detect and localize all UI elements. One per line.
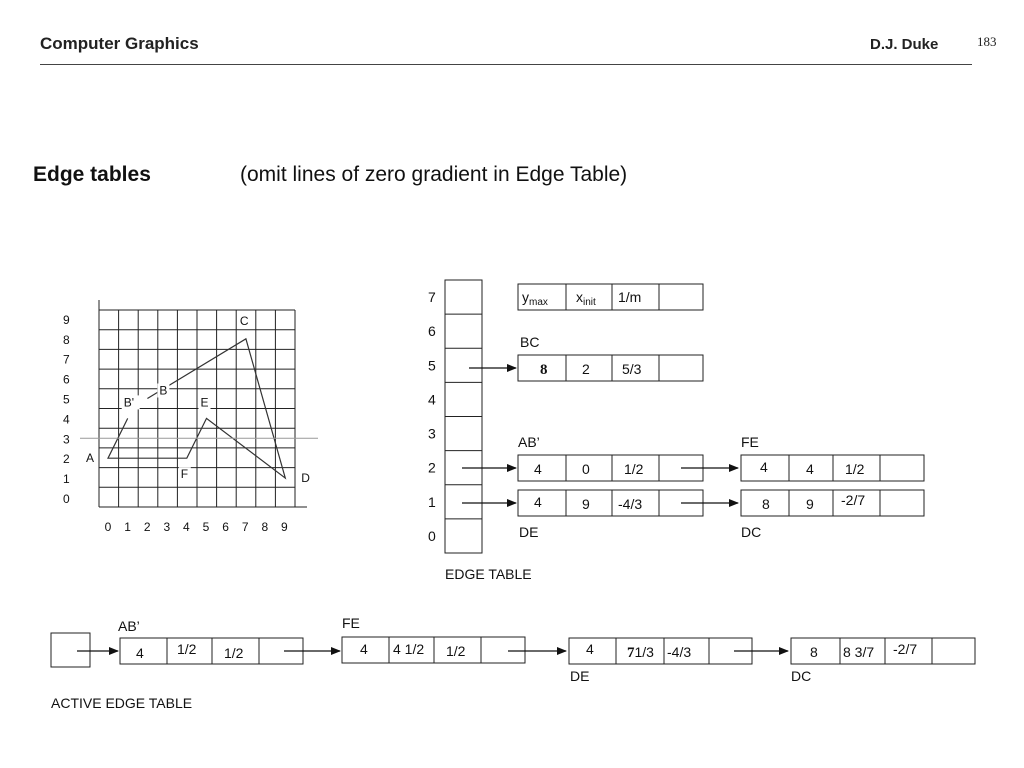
vertex-label: A: [86, 451, 95, 466]
svg-text:ymax: [522, 289, 548, 308]
aet-x-whole: 7: [627, 645, 635, 661]
aet-slope: 1/2: [446, 643, 466, 659]
entry-ymax: 4: [534, 494, 542, 510]
x-tick-label: 5: [202, 520, 210, 534]
aet-label: DE: [570, 668, 590, 684]
bucket-index: 6: [428, 323, 436, 340]
x-tick-label: 2: [143, 520, 151, 534]
bucket-index: 4: [428, 391, 436, 408]
aet-x: 1/2: [177, 641, 197, 657]
vertex-label: D: [301, 471, 310, 486]
aet-ymax: 4: [136, 645, 144, 661]
edge-table-buckets: [428, 280, 482, 553]
edge-entry-fe: [741, 434, 924, 481]
y-tick-label: 1: [63, 472, 70, 487]
slide-subtitle: (omit lines of zero gradient in Edge Table): [240, 163, 628, 186]
entry-slope: -2/7: [841, 492, 866, 508]
svg-text:71/3: [627, 644, 654, 661]
aet-slope: 1/2: [224, 645, 244, 661]
header-course-title: Computer Graphics: [40, 34, 199, 53]
entry-slope: 1/2: [845, 461, 865, 477]
aet-ymax: 4: [360, 641, 368, 657]
entry-xinit: 4: [806, 461, 814, 477]
bucket-index: 7: [428, 289, 436, 306]
entry-label: DC: [741, 524, 762, 540]
vertex-label: C: [239, 313, 249, 328]
aet-caption: ACTIVE EDGE TABLE: [51, 695, 193, 711]
vertex-label: F: [180, 467, 189, 482]
aet-entry-fe: [342, 615, 566, 663]
svg-text:xinit: [576, 289, 596, 308]
aet-slope: -4/3: [667, 644, 692, 660]
entry-xinit: 9: [582, 496, 590, 512]
y-tick-label: 8: [63, 332, 70, 347]
aet-label: DC: [791, 668, 812, 684]
x-tick-label: 0: [104, 520, 112, 534]
x-tick-label: 3: [163, 520, 171, 534]
active-edge-table: [51, 615, 975, 684]
edge-table-caption: EDGE TABLE: [445, 566, 532, 582]
entry-ymax: 8: [762, 496, 770, 512]
y-tick-label: 7: [63, 352, 70, 367]
entry-xinit: 0: [582, 461, 590, 477]
legend-y: y: [522, 289, 529, 305]
bucket-index: 3: [428, 425, 436, 442]
x-tick-label: 8: [261, 520, 269, 534]
edge-table-legend: [518, 284, 703, 310]
bucket-index: 2: [428, 459, 436, 476]
x-tick-label: 1: [124, 520, 131, 534]
aet-label: AB’: [118, 618, 140, 634]
edge-entry-dc: [741, 490, 924, 540]
aet-head: [51, 633, 90, 667]
edge-entry-bc: [469, 334, 703, 381]
entry-label: BC: [520, 334, 540, 350]
entry-ymax: 8: [540, 362, 548, 378]
entry-slope: -4/3: [618, 496, 643, 512]
entry-label: AB’: [518, 434, 540, 450]
edge-entry-ab: [462, 434, 738, 481]
legend-init: init: [583, 297, 596, 308]
entry-xinit: 2: [582, 361, 590, 377]
aet-entry-dc: [791, 638, 975, 684]
x-tick-label: 6: [222, 520, 229, 534]
vertex-label: E: [200, 395, 209, 410]
y-tick-label: 5: [63, 392, 70, 407]
entry-label: DE: [519, 524, 539, 540]
x-tick-label: 4: [183, 520, 190, 534]
entry-xinit: 9: [806, 496, 814, 512]
aet-x-frac: 1/3: [634, 644, 654, 660]
entry-ymax: 4: [534, 461, 542, 477]
entry-ymax: 4: [760, 459, 768, 475]
entry-slope: 1/2: [624, 461, 644, 477]
aet-ymax: 4: [586, 641, 594, 657]
y-tick-label: 6: [63, 372, 70, 387]
bucket-index: 0: [428, 527, 436, 544]
vertex-label: B: [159, 383, 168, 398]
aet-label: FE: [342, 615, 360, 631]
x-tick-label: 9: [281, 520, 288, 534]
x-tick-label: 7: [241, 520, 249, 534]
legend-x: x: [576, 289, 583, 305]
aet-entry-de: [569, 638, 788, 684]
legend-max: max: [529, 297, 548, 308]
entry-label: FE: [741, 434, 759, 450]
aet-x: 4 1/2: [393, 641, 425, 657]
y-tick-label: 3: [63, 432, 70, 447]
y-tick-label: 9: [63, 312, 70, 327]
y-tick-label: 4: [63, 412, 70, 427]
header-author: D.J. Duke: [870, 36, 939, 53]
aet-ymax: 8: [810, 644, 818, 660]
y-tick-label: 0: [63, 492, 70, 506]
page-number: 183: [977, 34, 997, 49]
bucket-index: 1: [428, 493, 436, 510]
polygon-grid: [63, 300, 318, 534]
vertex-label: B': [123, 395, 134, 410]
y-tick-label: 2: [63, 452, 70, 467]
aet-slope: -2/7: [893, 641, 918, 657]
aet-entry-ab: [118, 618, 340, 664]
bucket-index: 5: [428, 357, 436, 374]
edge-entry-de: [462, 490, 738, 540]
slide-title: Edge tables: [33, 163, 151, 186]
aet-x: 8 3/7: [843, 644, 875, 660]
legend-slope: 1/m: [618, 289, 642, 305]
entry-slope: 5/3: [622, 361, 642, 377]
